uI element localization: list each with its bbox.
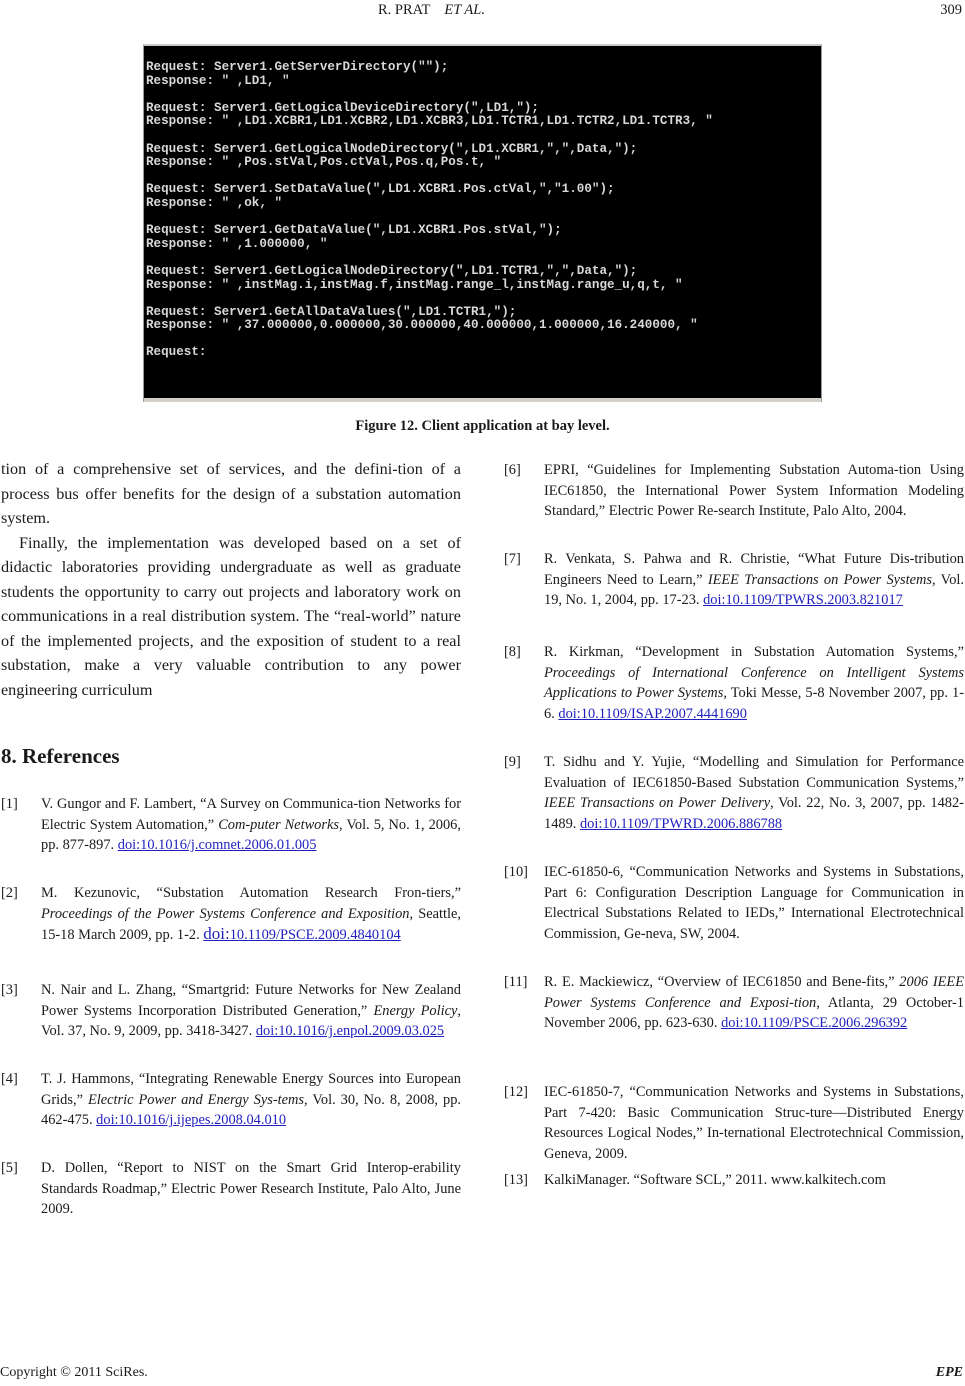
- reference-doi: doi:10.1109/PSCE.2006.296392: [721, 1015, 908, 1032]
- console-line: Response: " ,37.000000,0.000000,30.000000,40.000000,1.000000,16.240000, ": [146, 318, 698, 333]
- reference-text: [41, 1158, 461, 1220]
- reference-venue: Electric Power and Energy Sys-tems: [87, 1091, 305, 1108]
- console-line: [146, 129, 821, 143]
- console-line: Request: Server1.GetLogicalDeviceDirectory(",LD1,");: [146, 100, 539, 115]
- reference-number: [13]: [504, 1172, 528, 1188]
- paragraph-finally: Finally, the implementation was developed based on a set of didactic laboratories providing undergraduate as well as graduate students the opportunity to carry out projects and laboratory work on communications in a real distribution system. The “real-world” nature of the implemented projects, and the exposition of student to a real substation, make a very valuable contribution to any power engineering curriculum: [1, 533, 461, 699]
- console-line: Request: Server1.GetLogicalNodeDirectory(",LD1.XCBR1,",",Data,");: [146, 141, 638, 156]
- reference-venue: IEEE Transactions on Power Systems: [707, 571, 933, 588]
- reference-doi: doi:10.1109/TPWRS.2003.821017: [703, 592, 903, 609]
- running-header: [0, 2, 965, 24]
- reference-venue: Com-puter Networks: [218, 816, 339, 833]
- reference-details: , Vol. 5, No. 1, 2006, pp. 877-897.: [41, 816, 461, 854]
- reference-doi-link[interactable]: [203, 924, 401, 944]
- console-line: Request:: [146, 345, 207, 360]
- console-line: [146, 251, 821, 265]
- console-line: Request: Server1.GetDataValue(",LD1.XCBR1.Pos.stVal,");: [146, 223, 562, 238]
- reference-text: [41, 1069, 461, 1131]
- console-line: Response: " ,Pos.stVal,Pos.ctVal,Pos.q,Pos.t, ": [146, 155, 502, 170]
- reference-number: [6]: [504, 462, 521, 478]
- reference-venue: IEEE Transactions on Power Delivery: [544, 795, 771, 812]
- console-line: [146, 333, 821, 347]
- console-screenshot: [143, 44, 822, 402]
- reference-text: [41, 980, 461, 1042]
- reference-text: [544, 460, 964, 522]
- reference-text: [544, 1082, 964, 1165]
- reference-doi: doi:10.1016/j.comnet.2006.01.005: [117, 837, 317, 854]
- paragraph-continuation: tion of a comprehensive set of services, and the defini-tion of a process bus offer benefits for the design of a substation automation system.: [1, 460, 461, 527]
- console-line: [146, 88, 821, 102]
- console-line: Response: " ,LD1, ": [146, 73, 290, 88]
- console-line: Response: " ,instMag.i,instMag.f,instMag.range_l,instMag.range_u,q,t, ": [146, 277, 683, 292]
- console-line: Response: " ,LD1.XCBR1,LD1.XCBR2,LD1.XCBR3,LD1.TCTR1,LD1.TCTR2,LD1.TCTR3, ": [146, 114, 713, 129]
- reference-details: , Vol. 37, No. 9, 2009, pp. 3418-3427.: [41, 1002, 461, 1040]
- reference-doi: 10.1109/PSCE.2009.4840104: [229, 927, 401, 944]
- reference-number: [9]: [504, 754, 521, 770]
- reference-authors-title: R. E. Mackiewicz, “Overview of IEC61850 and Bene-fits,”: [544, 974, 900, 990]
- reference-text: [41, 883, 461, 946]
- reference-details: , Seattle, 15-18 March 2009, pp. 1-2.: [41, 905, 461, 944]
- reference-authors-title: R. Kirkman, “Development in Substation Automation Systems,”: [544, 644, 964, 660]
- reference-venue: Energy Policy: [373, 1002, 458, 1019]
- reference-doi: doi:10.1016/j.enpol.2009.03.025: [255, 1023, 445, 1040]
- header-authors: R. PRAT ET AL.: [378, 2, 485, 18]
- reference-authors-title: D. Dollen, “Report to NIST on the Smart Grid Interop-erability Standards Roadmap,” Electric Power Research Institute, Palo Alto, June 2009.: [41, 1160, 461, 1218]
- reference-doi-link[interactable]: [703, 592, 903, 608]
- footer-journal: EPE: [935, 1365, 963, 1380]
- console-window-edge: [144, 398, 821, 402]
- reference-text: [544, 972, 964, 1034]
- reference-authors-title: IEC-61850-6, “Communication Networks and Systems in Substations, Part 6: Configuration Description Language for Communication in Electrical Substations Related to IEDs,” International Electrotechnical Commission, Ge-neva, SW, 2004.: [544, 864, 964, 943]
- reference-details: , Vol. 22, No. 3, 2007, pp. 1482-1489.: [544, 795, 964, 833]
- reference-number: [5]: [1, 1160, 18, 1176]
- reference-details: , Vol. 19, No. 1, 2004, pp. 17-23.: [544, 571, 965, 609]
- console-line: Response: " ,ok, ": [146, 195, 283, 210]
- reference-authors-title: N. Nair and L. Zhang, “Smartgrid: Future Networks for New Zealand Power Systems Incorporation Distributed Generation,”: [41, 982, 461, 1019]
- reference-venue: Proceedings of International Conference on Intelligent Systems Applications to Power Systems: [544, 664, 964, 702]
- reference-text: [544, 862, 964, 945]
- reference-authors-title: V. Gungor and F. Lambert, “A Survey on Communica-tion Networks for Electric System Automation,”: [41, 796, 461, 833]
- reference-doi: doi:10.1109/ISAP.2007.4441690: [558, 706, 747, 723]
- reference-details: , Atlanta, 29 October-1 November 2006, pp. 623-630.: [544, 994, 964, 1032]
- reference-text: [544, 549, 964, 611]
- reference-venue: 2006 IEEE Power Systems Conference and Exposi-tion: [544, 974, 964, 1011]
- reference-text: [544, 642, 964, 725]
- reference-venue: Proceedings of the Power Systems Conference and Exposition: [41, 905, 410, 922]
- reference-doi-link[interactable]: [256, 1023, 444, 1039]
- console-line: Request: Server1.GetAllDataValues(",LD1.TCTR1,");: [146, 304, 517, 319]
- console-line: Request: Server1.GetLogicalNodeDirectory(",LD1.TCTR1,",",Data,");: [146, 263, 638, 278]
- console-output: [144, 46, 821, 360]
- reference-number: [10]: [504, 864, 528, 880]
- page-number: 309: [940, 2, 962, 18]
- console-line: Request: Server1.GetServerDirectory("");: [146, 60, 449, 74]
- reference-number: [1]: [1, 796, 18, 812]
- section-title-references: 8. References: [1, 744, 120, 768]
- reference-number: [7]: [504, 551, 521, 567]
- reference-doi-link[interactable]: [580, 816, 782, 832]
- left-column-body: [1, 457, 461, 702]
- reference-doi-link[interactable]: [721, 1015, 907, 1031]
- console-line: Request: Server1.SetDataValue(",LD1.XCBR1.Pos.ctVal,","1.00");: [146, 182, 615, 197]
- console-line: [146, 211, 821, 225]
- reference-authors-title: IEC-61850-7, “Communication Networks and Systems in Substations, Part 7-420: Basic Communication Struc-ture—Distributed Energy Resources Logical Nodes,” In-ternational Electrotechnical Commission, Geneva, 2009.: [544, 1084, 964, 1163]
- reference-number: [11]: [504, 974, 528, 990]
- reference-authors-title: T. Sidhu and Y. Yujie, “Modelling and Simulation for Performance Evaluation of IEC61850-Based Substation Communication Systems,”: [544, 754, 964, 791]
- reference-details: , Toki Messe, 5-8 November 2007, pp. 1-6.: [544, 685, 964, 723]
- reference-text: [41, 794, 461, 856]
- reference-details: , Vol. 30, No. 8, 2008, pp. 462-475.: [41, 1091, 461, 1129]
- reference-number: [4]: [1, 1071, 18, 1087]
- console-line: [146, 170, 821, 184]
- console-line: Response: " ,1.000000, ": [146, 236, 328, 251]
- reference-authors-title: KalkiManager. “Software SCL,” 2011. www.kalkitech.com: [544, 1172, 886, 1188]
- header-etal: ET AL.: [444, 2, 485, 18]
- reference-number: [12]: [504, 1084, 528, 1100]
- reference-doi: doi:10.1016/j.ijepes.2008.04.010: [96, 1112, 287, 1129]
- figure-caption: Figure 12. Client application at bay level.: [355, 418, 610, 434]
- reference-doi-link[interactable]: [118, 837, 317, 853]
- reference-number: [3]: [1, 982, 18, 998]
- reference-doi-link[interactable]: [96, 1112, 286, 1128]
- reference-authors-title: EPRI, “Guidelines for Implementing Substation Automa-tion Using IEC61850, the International Power System Information Modeling Standard,” Electric Power Re-search Institute, Palo Alto, 2004.: [544, 462, 964, 520]
- reference-number: [8]: [504, 644, 521, 660]
- reference-doi-link[interactable]: [558, 706, 747, 722]
- reference-number: [2]: [1, 885, 18, 901]
- reference-authors-title: T. J. Hammons, “Integrating Renewable Energy Sources into European Grids,”: [41, 1071, 461, 1108]
- reference-text: [544, 1170, 964, 1191]
- reference-authors-title: M. Kezunovic, “Substation Automation Research Fron-tiers,”: [41, 885, 461, 901]
- reference-text: [544, 752, 964, 835]
- console-line: [146, 292, 821, 306]
- reference-authors-title: R. Venkata, S. Pahwa and R. Christie, “What Future Dis-tribution Engineers Need to Learn,”: [544, 551, 964, 588]
- reference-doi: doi:10.1109/TPWRD.2006.886788: [579, 816, 783, 833]
- reference-doi-prefix: doi:: [203, 924, 230, 944]
- footer-copyright: Copyright © 2011 SciRes.: [0, 1365, 148, 1380]
